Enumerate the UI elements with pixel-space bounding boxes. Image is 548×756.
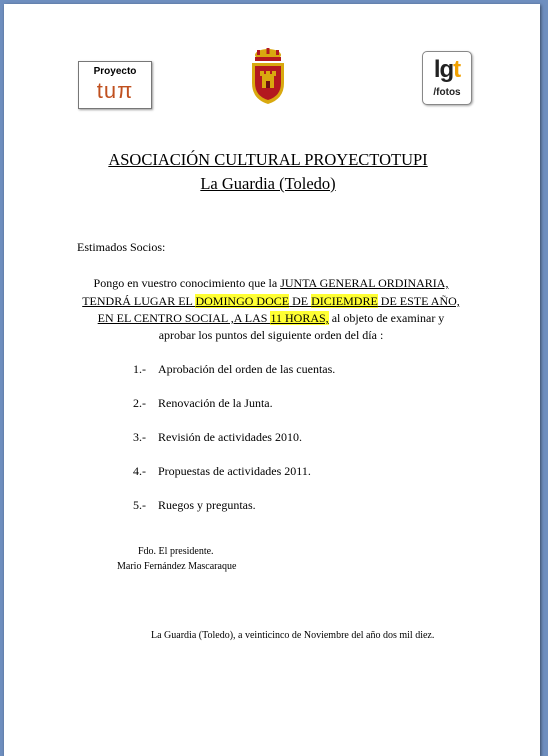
agenda-item [133,396,273,411]
p3-c: al objeto de examinar y [328,311,445,325]
signature-name: Mario Fernández Mascaraque [117,561,237,572]
p1-b: JUNTA GENERAL ORDINARIA, [280,276,449,290]
logo-right-small-text: /fotos [433,87,461,98]
p2-a: TENDRÁ LUGAR EL [82,294,196,308]
proyecto-tupi-logo [78,61,152,109]
logo-left-bottom-text: tuπ [96,78,134,103]
document-subtitle [4,174,532,194]
paragraph-line-4: aprobar los puntos del siguiente orden del día : [158,328,384,342]
paragraph-line-1 [66,276,476,291]
agenda-item [133,362,335,377]
p2-e: DE ESTE AÑO, [377,294,460,308]
document-title [4,150,532,170]
agenda-item [133,430,302,445]
signature-line: Fdo. El presidente. [138,546,214,557]
agenda-item-number: 2.- [133,396,146,410]
p3-a: EN EL CENTRO SOCIAL ,A LAS [97,311,271,325]
paragraph-line-3 [66,311,476,326]
logo-letter-l: l [433,56,440,83]
p3-b-highlight: 11 HORAS, [270,311,329,325]
document-title-text: ASOCIACIÓN CULTURAL PROYECTOTUPI [108,150,428,169]
agenda-item-text: Aprobación del orden de las cuentas. [158,362,336,376]
agenda-item-text: Propuestas de actividades 2011. [158,464,311,478]
agenda-item-number: 3.- [133,430,146,444]
agenda-item-number: 5.- [133,498,146,512]
agenda-item-text: Renovación de la Junta. [158,396,273,410]
agenda-item [133,464,311,479]
p2-c: DE [289,294,312,308]
document-page [4,4,540,756]
agenda-item [133,498,256,513]
p2-b-highlight: DOMINGO DOCE [195,294,290,308]
greeting: Estimados Socios: [77,240,166,254]
agenda-item-text: Ruegos y preguntas. [158,498,256,512]
logo-right-letters [423,56,471,84]
logo-letter-t: t [453,56,461,83]
p2-d-highlight: DICIEMDRE [311,294,378,308]
place-date-footer: La Guardia (Toledo), a veinticinco de Noviembre del año dos mil diez. [151,630,435,641]
p1-a: Pongo en vuestro conocimiento que la [93,276,281,290]
logo-letter-g: g [439,56,454,83]
paragraph-line-2 [66,294,476,309]
document-subtitle-text: La Guardia (Toledo) [200,174,336,193]
agenda-item-text: Revisión de actividades 2010. [158,430,302,444]
agenda-item-number: 4.- [133,464,146,478]
logo-left-top-text: Proyecto [93,66,137,77]
agenda-item-number: 1.- [133,362,146,376]
lgt-fotos-logo [422,51,472,105]
town-crest-icon [247,47,289,105]
